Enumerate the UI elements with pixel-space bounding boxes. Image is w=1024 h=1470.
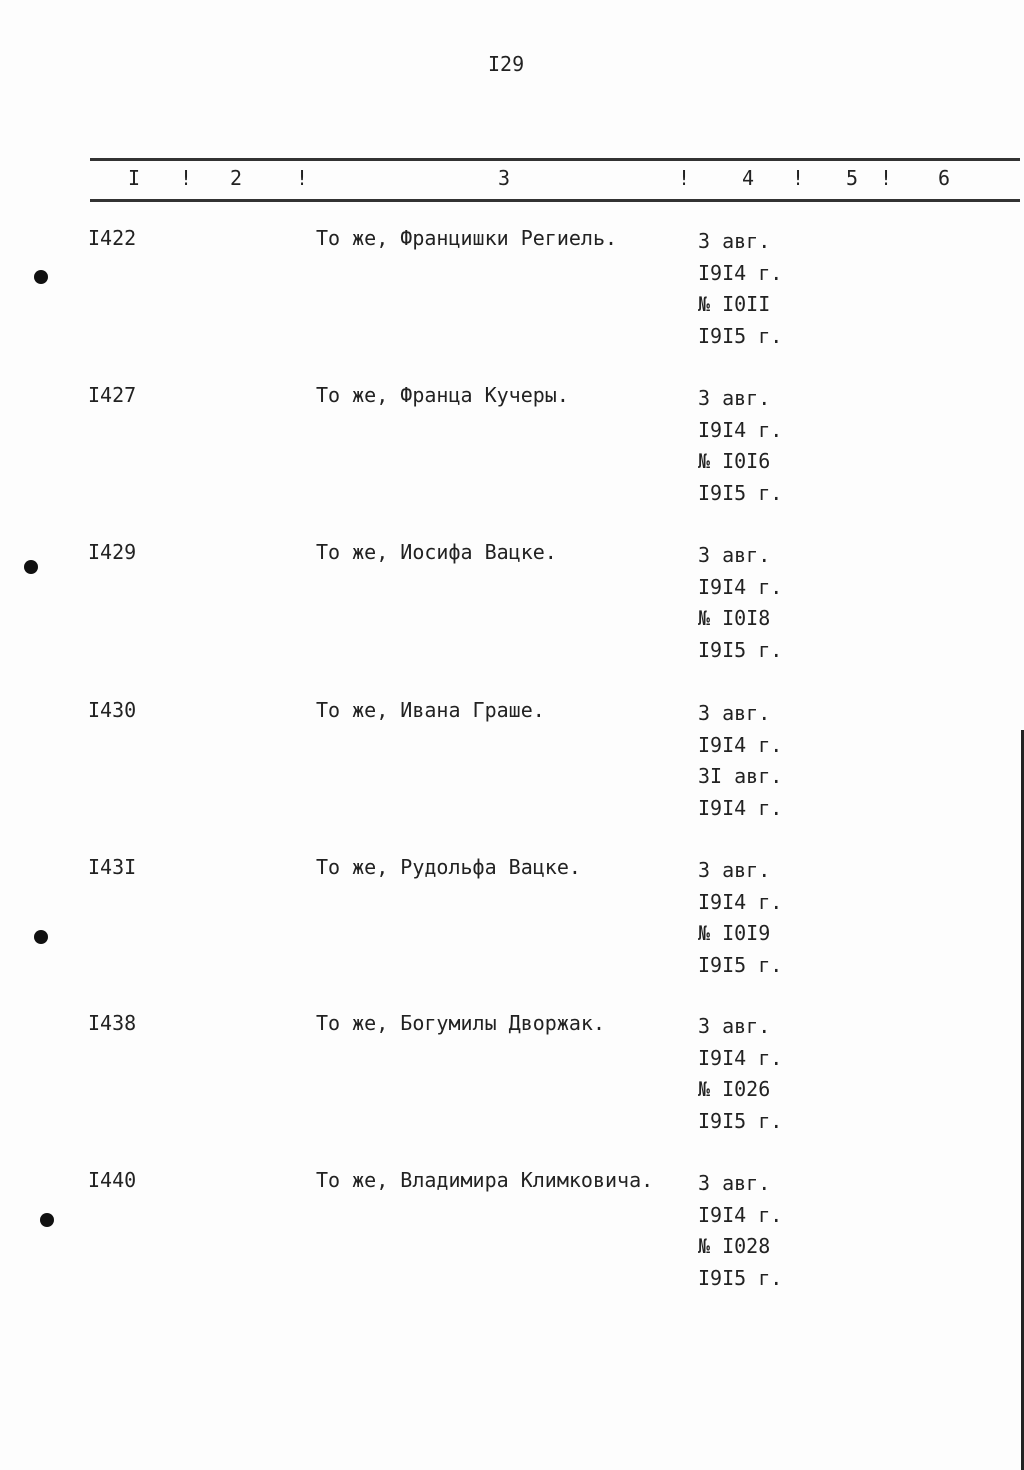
date-line: I9I4 г. bbox=[698, 1045, 783, 1070]
date-line: I9I4 г. bbox=[698, 1202, 783, 1227]
date-line: 3 авг. bbox=[698, 543, 771, 567]
record-description: То же, Франца Кучеры. bbox=[316, 383, 569, 407]
table-top-rule bbox=[90, 158, 1020, 161]
record-dates bbox=[698, 1168, 782, 1294]
date-line: I9I4 г. bbox=[698, 732, 783, 757]
record-dates bbox=[698, 1011, 782, 1137]
record-description: То же, Владимира Климковича. bbox=[316, 1168, 654, 1192]
column-header: 3 bbox=[498, 166, 511, 190]
punch-hole bbox=[40, 1213, 54, 1227]
date-line: 3 авг. bbox=[698, 229, 771, 253]
date-line: I9I5 г. bbox=[698, 1265, 783, 1290]
date-line: I9I4 г. bbox=[698, 260, 783, 285]
punch-hole bbox=[34, 930, 48, 944]
record-description: То же, Рудольфа Вацке. bbox=[316, 855, 581, 879]
date-line: I9I4 г. bbox=[698, 889, 783, 914]
page-number: I29 bbox=[488, 52, 525, 76]
punch-hole bbox=[24, 560, 38, 574]
date-line: I9I4 г. bbox=[698, 417, 783, 442]
column-header: 4 bbox=[742, 166, 755, 190]
record-description: То же, Богумилы Дворжак. bbox=[316, 1011, 605, 1035]
punch-hole bbox=[34, 270, 48, 284]
record-number: I429 bbox=[88, 540, 137, 564]
column-header: I bbox=[128, 166, 141, 190]
record-dates bbox=[698, 855, 782, 981]
date-line: № I0I8 bbox=[698, 606, 771, 630]
date-line: I9I5 г. bbox=[698, 952, 783, 977]
date-line: I9I5 г. bbox=[698, 637, 783, 662]
column-separator: ! bbox=[880, 166, 893, 190]
date-line: 3 авг. bbox=[698, 858, 771, 882]
record-description: То же, Иосифа Вацке. bbox=[316, 540, 557, 564]
date-line: I9I5 г. bbox=[698, 480, 783, 505]
date-line: I9I5 г. bbox=[698, 323, 783, 348]
date-line: № I0I9 bbox=[698, 921, 771, 945]
column-header: 2 bbox=[230, 166, 243, 190]
record-dates bbox=[698, 698, 782, 824]
record-dates bbox=[698, 540, 782, 666]
record-description: То же, Францишки Региель. bbox=[316, 226, 618, 250]
date-line: № I0I6 bbox=[698, 449, 771, 473]
record-dates bbox=[698, 226, 782, 352]
column-separator: ! bbox=[296, 166, 309, 190]
date-line: № I028 bbox=[698, 1234, 771, 1258]
record-description: То же, Ивана Граше. bbox=[316, 698, 545, 722]
date-line: 3 авг. bbox=[698, 1171, 771, 1195]
record-number: I427 bbox=[88, 383, 137, 407]
record-number: I440 bbox=[88, 1168, 137, 1192]
table-header-rule bbox=[90, 199, 1020, 202]
date-line: I9I4 г. bbox=[698, 574, 783, 599]
column-header: 5 bbox=[846, 166, 859, 190]
date-line: № I0II bbox=[698, 292, 771, 316]
record-number: I438 bbox=[88, 1011, 137, 1035]
column-separator: ! bbox=[180, 166, 193, 190]
date-line: I9I4 г. bbox=[698, 795, 783, 820]
record-number: I422 bbox=[88, 226, 137, 250]
date-line: 3I авг. bbox=[698, 764, 783, 788]
column-separator: ! bbox=[792, 166, 805, 190]
record-number: I430 bbox=[88, 698, 137, 722]
date-line: 3 авг. bbox=[698, 1014, 771, 1038]
record-dates bbox=[698, 383, 782, 509]
date-line: 3 авг. bbox=[698, 701, 771, 725]
column-header: 6 bbox=[938, 166, 951, 190]
date-line: № I026 bbox=[698, 1077, 771, 1101]
record-number: I43I bbox=[88, 855, 137, 879]
date-line: 3 авг. bbox=[698, 386, 771, 410]
date-line: I9I5 г. bbox=[698, 1108, 783, 1133]
column-separator: ! bbox=[678, 166, 691, 190]
